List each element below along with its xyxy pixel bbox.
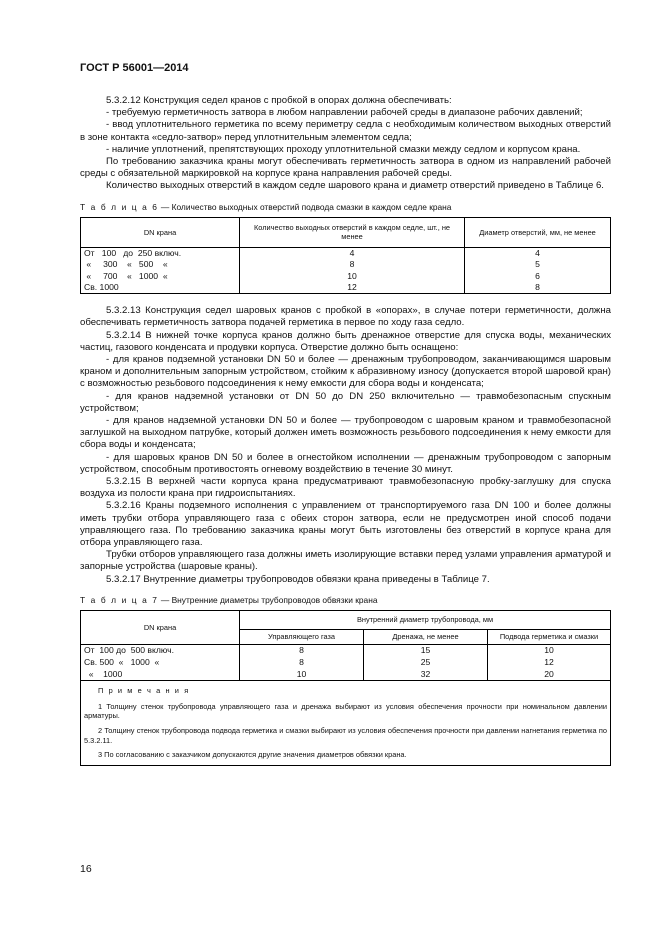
paragraph: 5.3.2.14 В нижней точке корпуса кранов должно быть дренажное отверстие для спуска воды, механических частиц, газового конденсата и продувки корпуса. Отверстие должно быть оснащено: [80,329,611,353]
paragraph: - ввод уплотнительного герметика по всему периметру седла с необходимым количеством выходных отверстий в зоне контакта «седло-затвор» перед уплотнительным элементом седла; [80,119,611,143]
table-cell: 4 [240,247,465,259]
table6-caption-text: — Количество выходных отверстий подвода смазки в каждом седле крана [158,201,452,212]
table-cell: Св. 1000 [81,282,240,294]
table-cell: « 300 « 500 « [81,259,240,270]
table-cell: 4 [465,247,611,259]
paragraph: - для шаровых кранов DN 50 и более в огнестойком исполнении — дренажным трубопроводом с запорным устройством, способным противостоять огневому воздействию в течение 30 минут. [80,451,611,475]
paragraph: По требованию заказчика краны могут обеспечивать герметичность затвора в одном из направлений рабочей среды с обязательной маркировкой на корпусе крана направления рабочей среды. [80,156,611,180]
table7-notes-row [81,681,611,766]
table-cell: 15 [364,644,488,656]
table-cell: 10 [240,270,465,281]
paragraph: - требуемую герметичность затвора в любом направлении рабочей среды в диапазоне рабочих давлений; [106,107,583,119]
table-cell: 8 [465,282,611,294]
table-cell: 8 [240,644,364,656]
table6-header-diameter: Диаметр отверстий, мм, не менее [465,217,611,247]
table-cell: 10 [240,668,364,680]
table7-header-control-gas: Управляющего газа [240,629,364,644]
paragraph: 5.3.2.16 Краны подземного исполнения с управлением от транспортируемого газа DN 100 и более должны иметь трубки отбора управляющего газа с обеих сторон затвора, если не предусмотрен иной способ подачи управляющего газа. По требованию заказчика краны могут быть изготовлены без отверстий в корпусе крана для отбора управляющего газа. [80,500,611,549]
table7-caption-label: Т а б л и ц а 7 [80,594,159,605]
table6-header-count: Количество выходных отверстий в каждом седле, шт., не менее [240,217,465,247]
table-cell: 8 [240,657,364,669]
table7-header-group: Внутренний диаметр трубопровода, мм [240,610,611,629]
table-cell: Св. 500 « 1000 « [81,657,240,669]
table7-header-dn: DN крана [81,610,240,644]
paragraph: Трубки отборов управляющего газа должны иметь изолирующие вставки перед узлами управления арматурой и запорные устройства (шаровые краны). [80,549,611,573]
notes-title: П р и м е ч а н и я [98,686,190,696]
table-cell: 20 [488,668,611,680]
table-cell: 25 [364,657,488,669]
note-item: 2 Толщину стенок трубопровода подвода герметика и смазки выбирают из условия обеспечения прочности при давлении нагнетания герметика по 5.3.2.11. [84,726,607,745]
paragraph: - для кранов подземной установки DN 50 и более — дренажным трубопроводом, заканчивающимся шаровым краном и дополнительным запорным устройством, стойким к абразивному износу (допускается второй шаровой кран) с возможностью резьбового подсоединения к нему емкости для сбора воды и конденсата; [80,354,611,390]
paragraph: Количество выходных отверстий в каждом седле шарового крана и диаметр отверстий приведено в Таблице 6. [106,180,604,192]
table-row [81,270,611,281]
table-cell: 12 [240,282,465,294]
document-header: ГОСТ Р 56001—2014 [80,62,189,74]
table-7 [80,610,611,766]
paragraph: 5.3.2.17 Внутренние диаметры трубопроводов обвязки крана приведены в Таблице 7. [106,573,490,585]
table-cell: 8 [240,259,465,270]
paragraph: - для кранов надземной установки от DN 50 до DN 250 включительно — травмобезопасным спускным устройством; [80,390,611,414]
page-content [80,95,611,766]
table-cell: От 100 до 500 включ. [81,644,240,656]
table-6 [80,217,611,295]
paragraph: - наличие уплотнений, препятствующих проходу уплотнительной смазки между седлом и корпусом крана. [106,143,581,155]
table-row [81,282,611,294]
table-cell: 10 [488,644,611,656]
table-cell: 5 [465,259,611,270]
note-item: 1 Толщину стенок трубопровода управляющего газа и дренажа выбирают из условия обеспечения прочности при номинальном давлении арматуры. [84,701,607,721]
table6-caption-label: Т а б л и ц а 6 [80,201,159,212]
table-row [81,644,611,656]
table-row [81,247,611,259]
table-cell: От 100 до 250 включ. [81,247,240,259]
table-cell: « 1000 [81,668,240,680]
table6-header-dn: DN крана [81,217,240,247]
paragraph: - для кранов надземной установки DN 50 и более — трубопроводом с шаровым краном и травмобезопасной заглушкой на выходном патрубке, который должен иметь возможность резьбового подсоединения к нему емкости для сбора воды и конденсата; [80,415,611,451]
table-row [81,657,611,669]
table7-caption-text: — Внутренние диаметры трубопроводов обвязки крана [158,594,378,605]
page-number: 16 [80,863,92,875]
table-cell: 6 [465,270,611,281]
paragraph: 5.3.2.13 Конструкция седел шаровых кранов с пробкой в «опорах», в случае потери герметичности, должна обеспечивать герметичность затвора подачей герметика в первое по ходу газа седло. [80,305,611,329]
paragraph: 5.3.2.12 Конструкция седел кранов с пробкой в опорах должна обеспечивать: [106,95,452,106]
table7-header-drain: Дренажа, не менее [364,629,488,644]
table-row [81,259,611,270]
paragraph: 5.3.2.15 В верхней части корпуса крана предусматривают травмобезопасную пробку-заглушку для спуска воздуха из полости крана при гидроиспытаниях. [80,476,611,500]
table7-caption [80,595,611,606]
table-row [81,668,611,680]
table-cell: 32 [364,668,488,680]
table7-header-sealant: Подвода герметика и смазки [488,629,611,644]
table-cell: « 700 « 1000 « [81,270,240,281]
note-item: 3 По согласованию с заказчиком допускаются другие значения диаметров обвязки крана. [98,750,407,760]
table-cell: 12 [488,657,611,669]
table7-notes [81,681,611,766]
table6-caption [80,202,611,213]
